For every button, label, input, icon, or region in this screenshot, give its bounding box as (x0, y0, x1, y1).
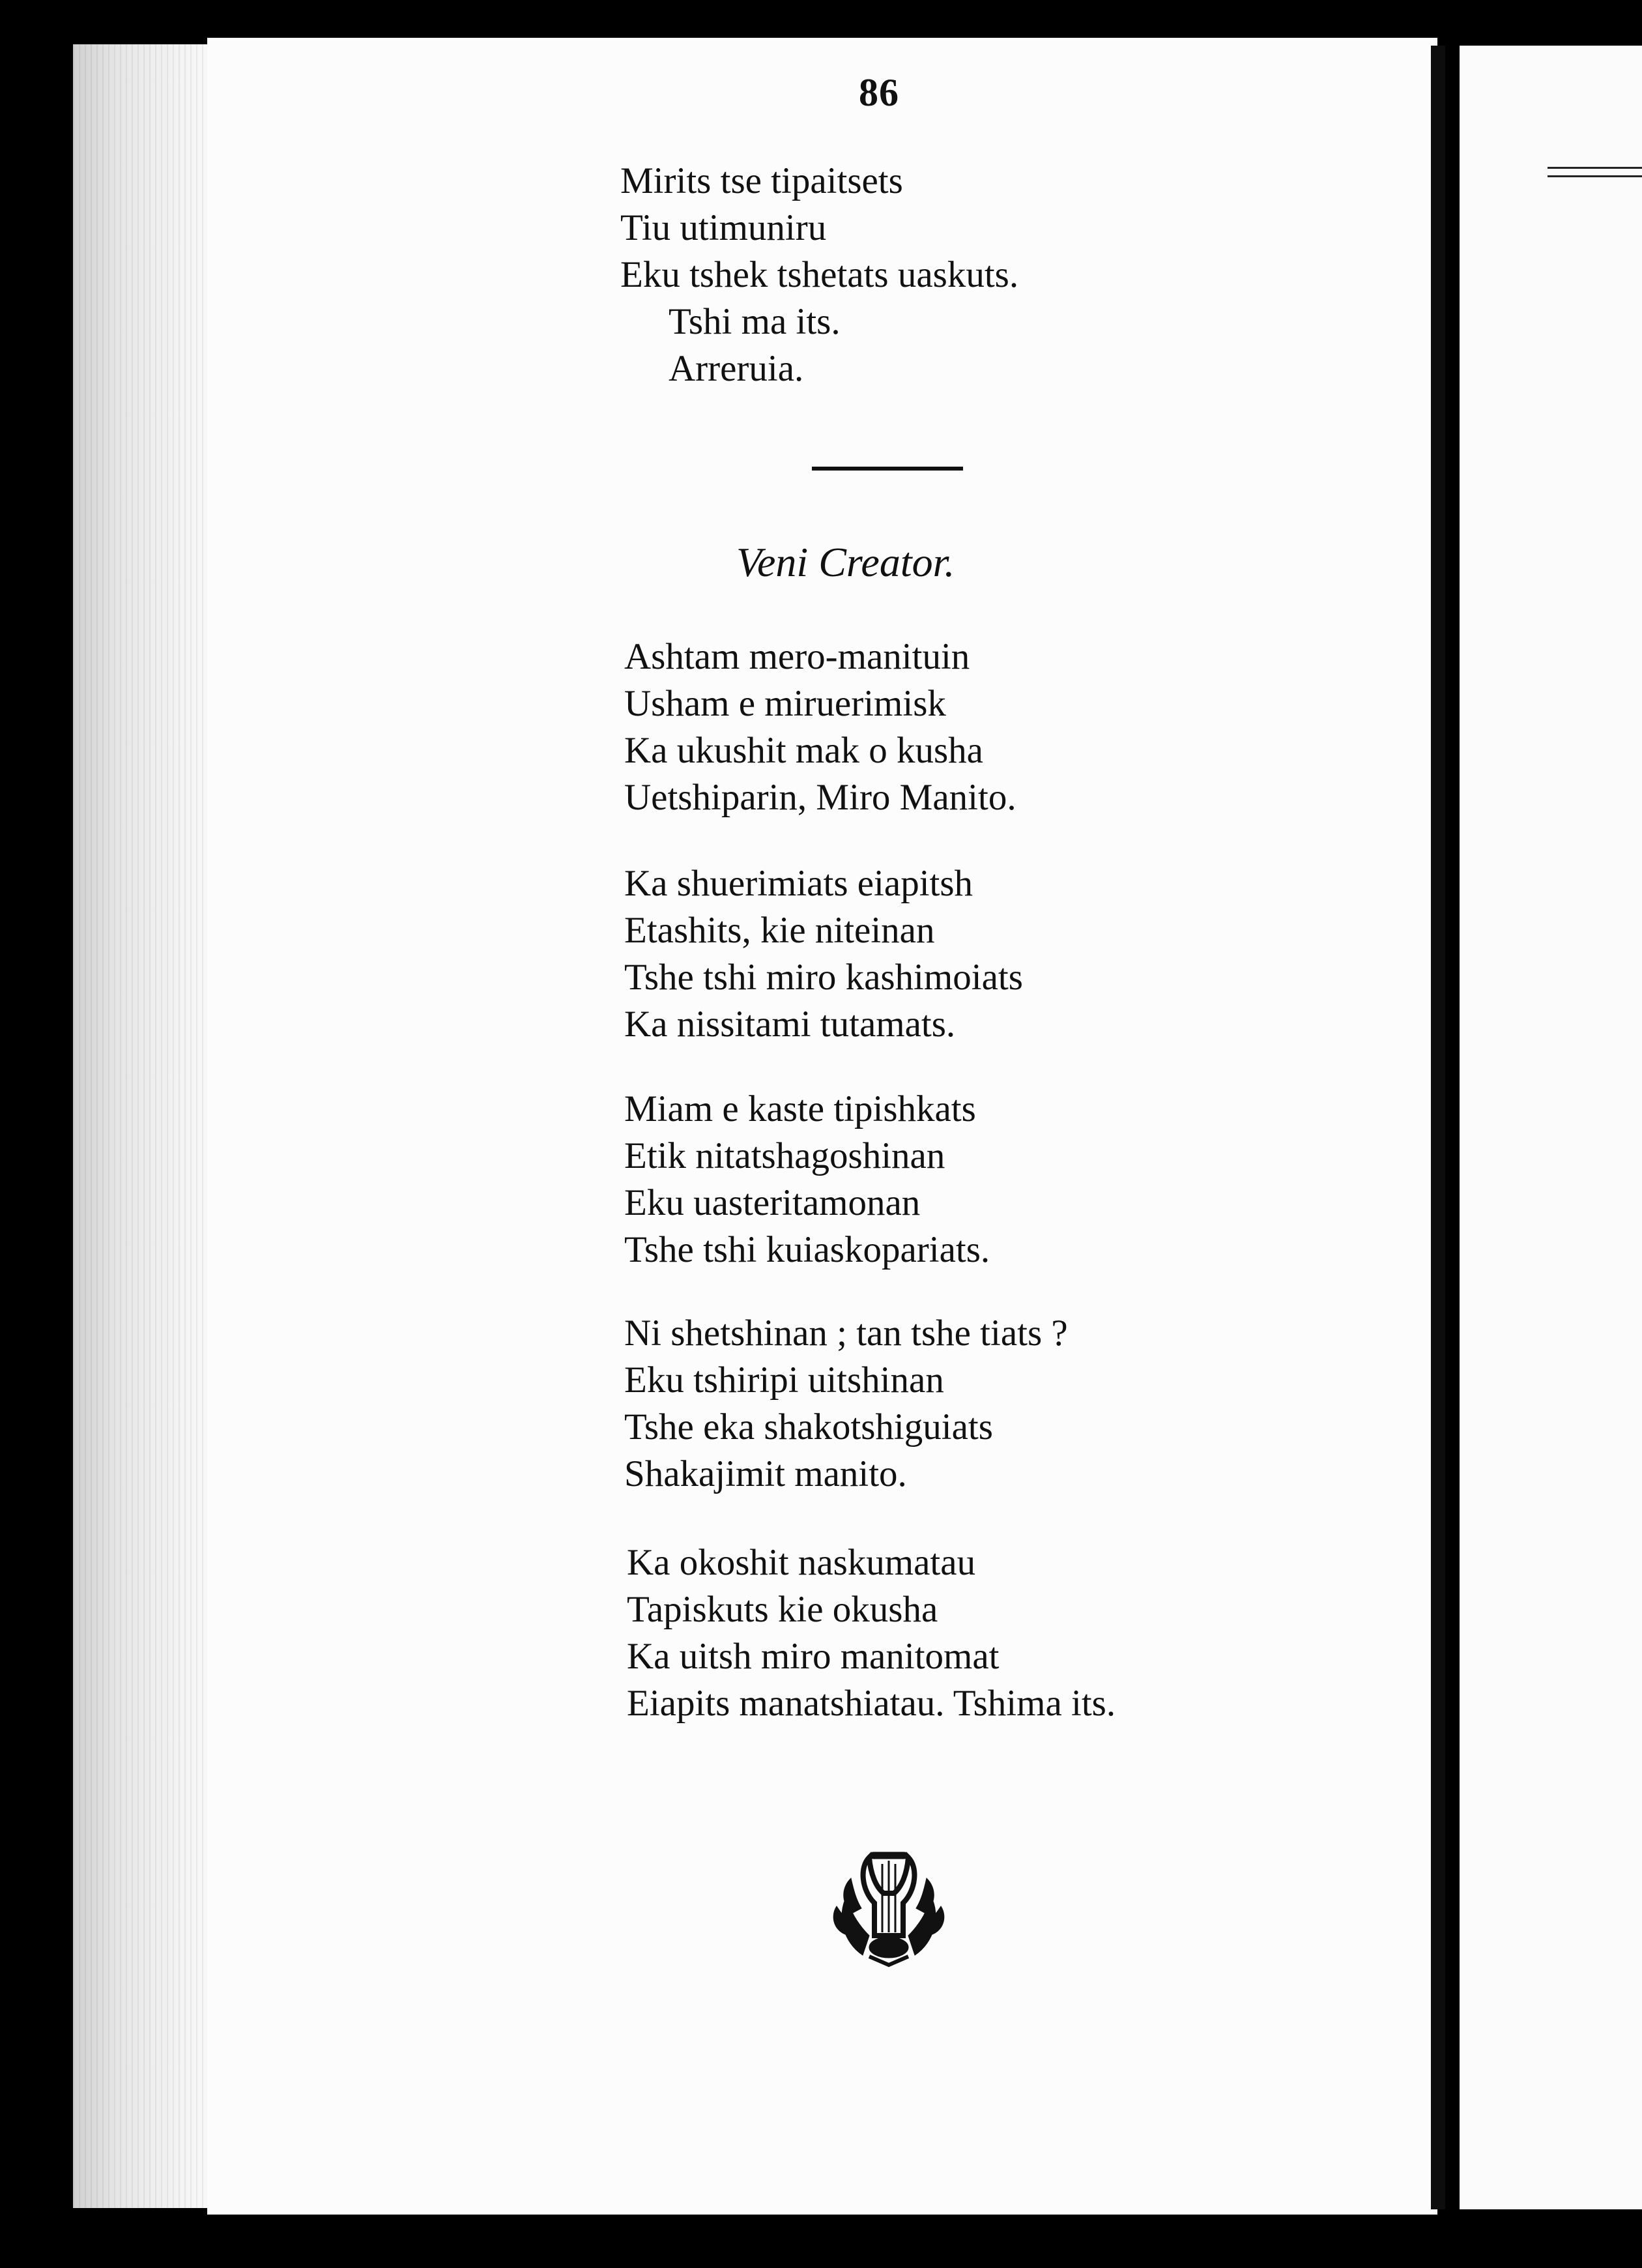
verse-line: Ka uitsh miro manitomat (627, 1636, 1000, 1677)
lyre-wreath-icon (824, 1838, 954, 1968)
facing-page (1460, 46, 1642, 2209)
verse-line: Etik nitatshagoshinan (624, 1135, 945, 1176)
book-spine (1431, 46, 1445, 2209)
verse-line: Eku uasteritamonan (624, 1182, 921, 1223)
page-edge-texture (73, 44, 216, 2208)
verse-line: Uetshiparin, Miro Manito. (624, 777, 1016, 818)
opening-stanza (620, 158, 1018, 392)
verse-line: Mirits tse tipaitsets (620, 160, 903, 201)
verse-line: Ka shuerimiats eiapitsh (624, 863, 973, 904)
verse-line: Eiapits manatshiatau. Tshima its. (627, 1683, 1116, 1724)
verse-line: Eku tshek tshetats uaskuts. (620, 254, 1019, 295)
hymn-stanza-4 (624, 1310, 1068, 1498)
verse-line: Tapiskuts kie okusha (627, 1589, 938, 1630)
verse-line: Ashtam mero-manituin (624, 636, 970, 677)
verse-line: Tiu utimuniru (620, 207, 827, 248)
section-divider (812, 467, 963, 471)
hymn-stanza-3 (624, 1086, 990, 1273)
verse-line: Tshi ma its. (669, 301, 841, 342)
verse-line: Shakajimit manito. (624, 1453, 907, 1494)
hymn-stanza-1 (624, 633, 1016, 821)
verse-line: Ka ukushit mak o kusha (624, 730, 983, 771)
verse-line: Etashits, kie niteinan (624, 910, 935, 951)
hymn-stanza-5 (627, 1539, 1116, 1727)
verse-line: Arreruia. (669, 348, 804, 389)
hymn-title: Veni Creator. (736, 539, 955, 585)
page-number: 86 (859, 71, 899, 114)
verse-line: Miam e kaste tipishkats (624, 1088, 976, 1129)
verse-line: Usham e miruerimisk (624, 683, 946, 724)
facing-page-rule (1548, 167, 1642, 177)
verse-line: Eku tshiripi uitshinan (624, 1359, 944, 1401)
verse-line: Tshe tshi kuiaskopariats. (624, 1229, 990, 1270)
hymn-stanza-2 (624, 860, 1023, 1048)
verse-line: Ni shetshinan ; tan tshe tiats ? (624, 1313, 1068, 1354)
verse-line: Tshe tshi miro kashimoiats (624, 957, 1023, 998)
verse-line: Tshe eka shakotshiguiats (624, 1406, 993, 1447)
verse-line: Ka nissitami tutamats. (624, 1004, 956, 1045)
verse-line: Ka okoshit naskumatau (627, 1542, 976, 1583)
